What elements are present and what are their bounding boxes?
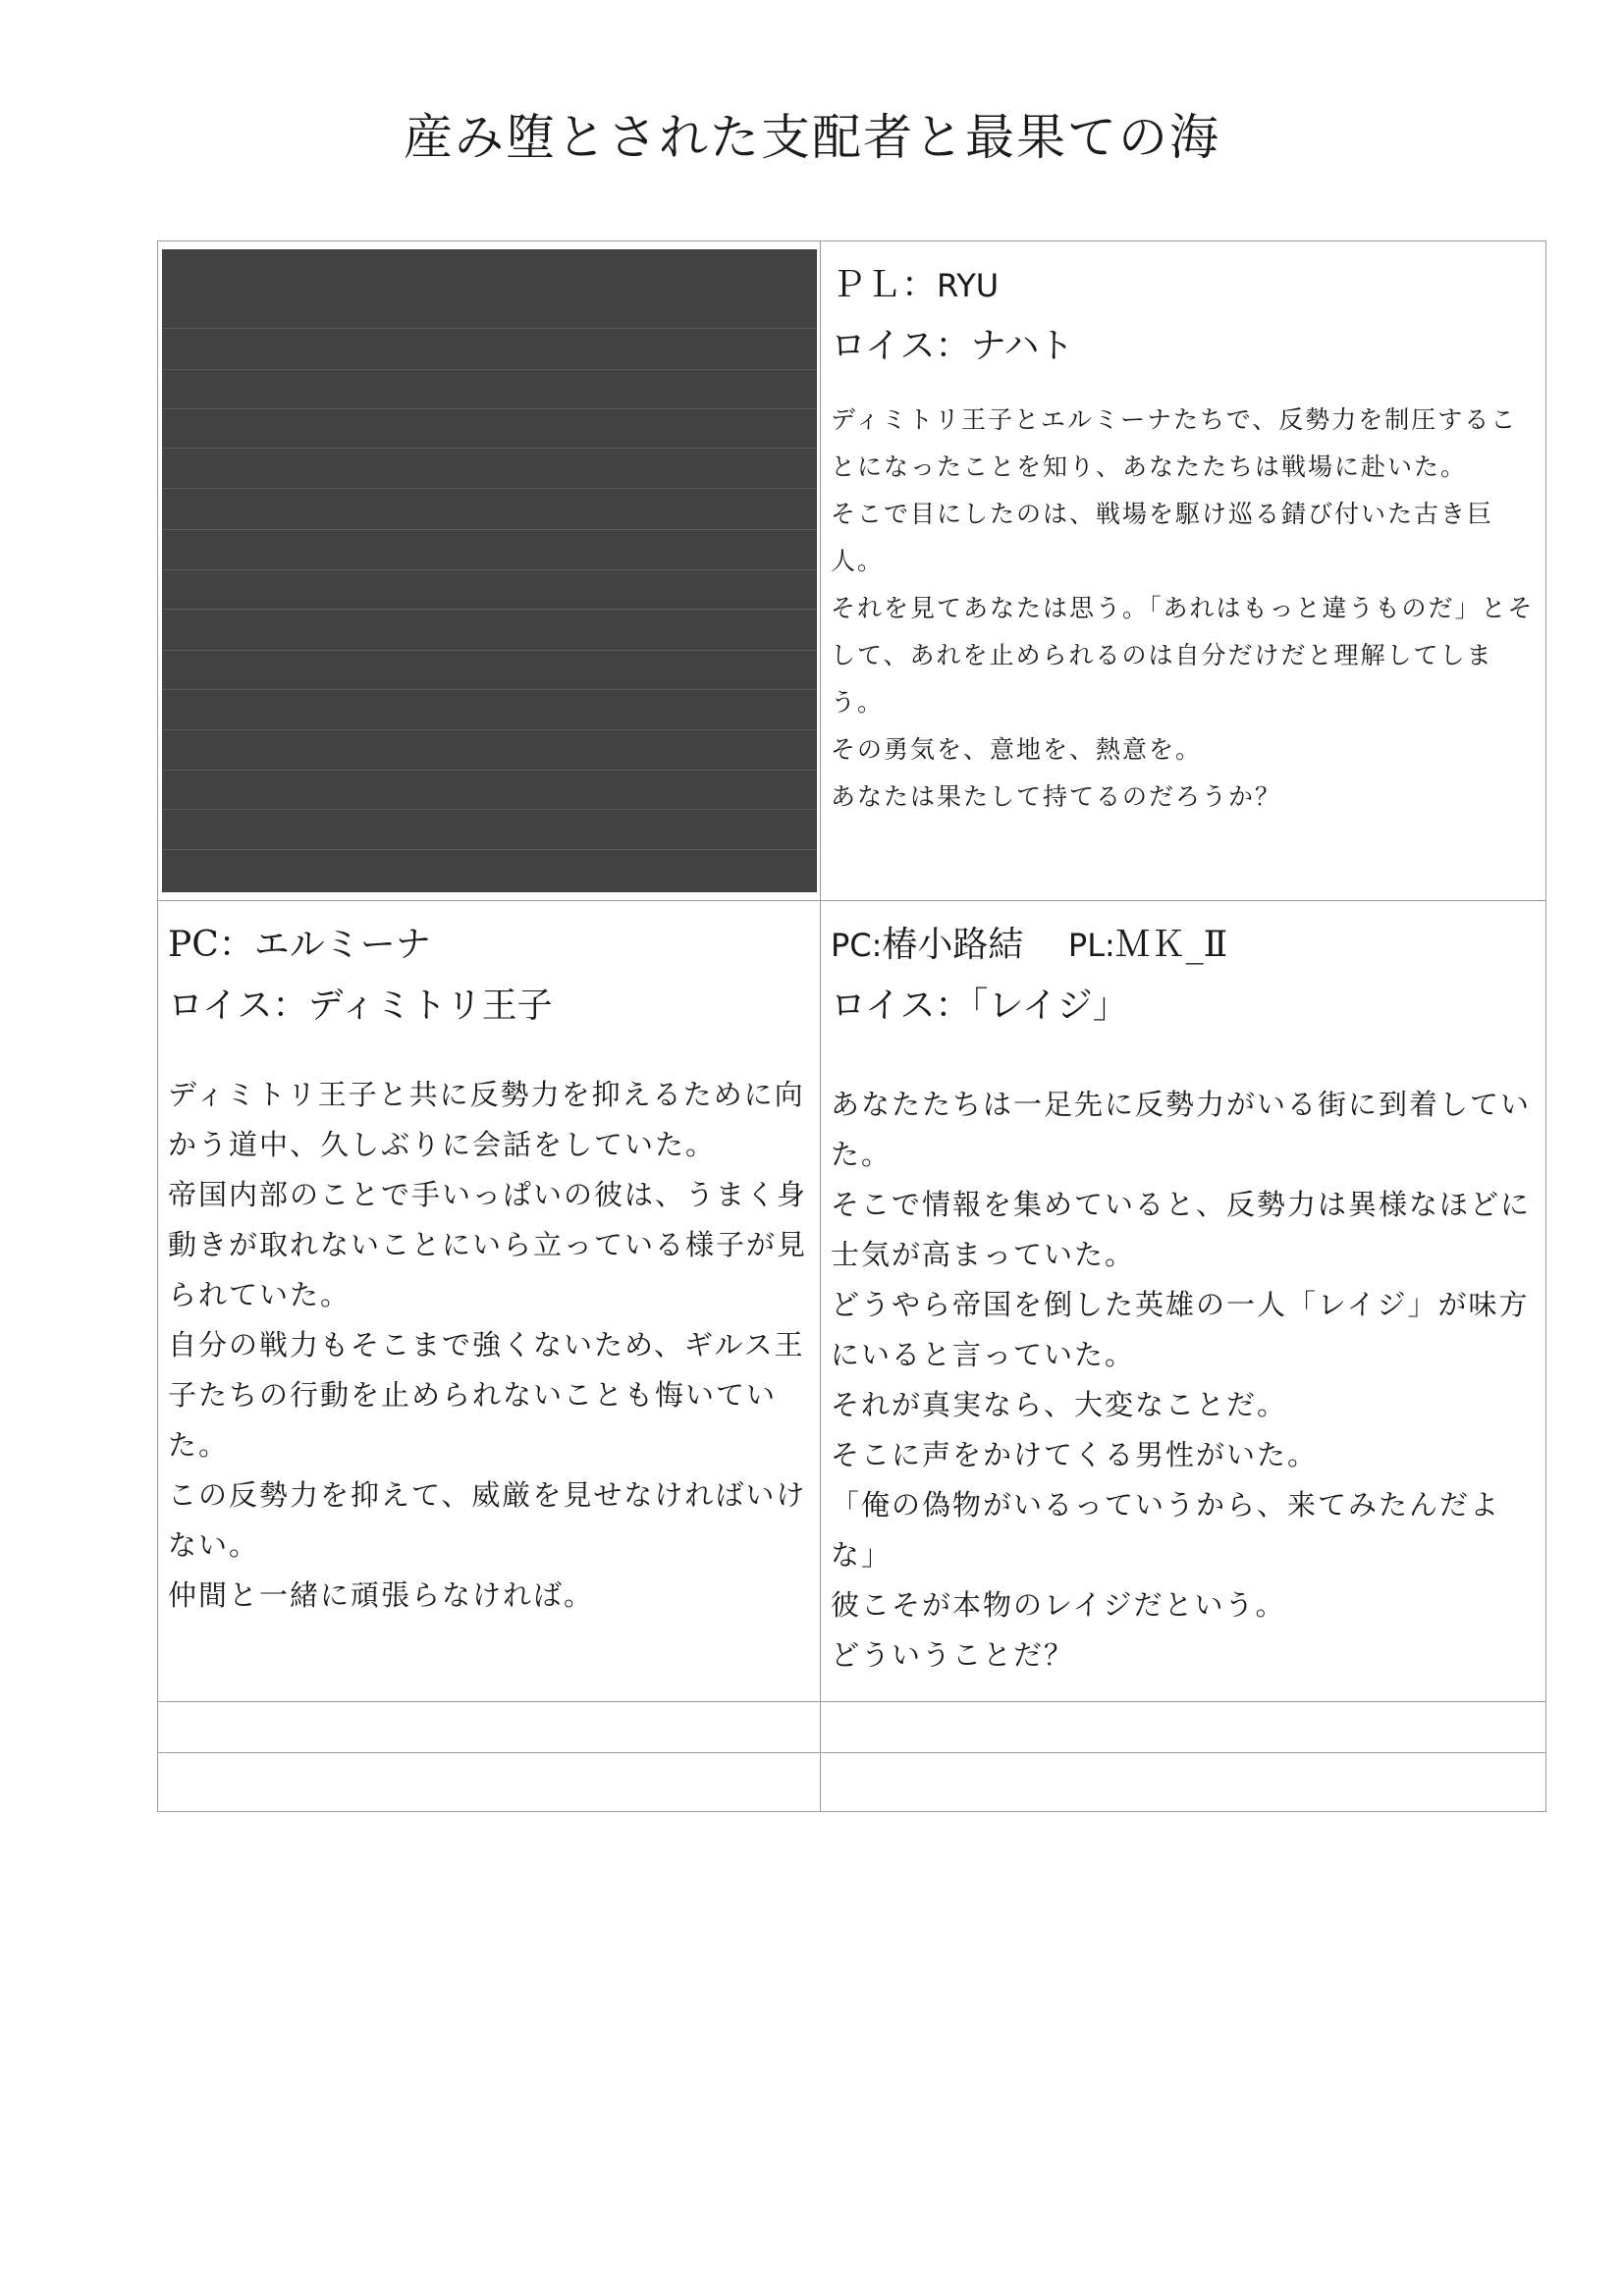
image-scanline	[162, 569, 817, 570]
handout-text	[831, 1080, 1536, 1681]
image-scanline	[162, 328, 817, 329]
handout-paragraph: そこで情報を集めていると、反勢力は異様なほどに士気が高まっていた。	[831, 1188, 1532, 1271]
handout-paragraph: それが真実なら、大変なことだ。	[831, 1388, 1288, 1421]
table-row	[158, 241, 1546, 901]
image-scanline	[162, 770, 817, 771]
handout-text	[831, 397, 1536, 821]
player-label: ＰＬ：	[831, 265, 938, 305]
handout-paragraph: ディミトリ王子と共に反勢力を抑えるために向かう道中、久しぶりに会話をしていた。	[168, 1078, 805, 1161]
handout-text	[168, 1070, 810, 1621]
image-scanline	[162, 369, 817, 370]
pc-pl-line	[831, 915, 1536, 976]
empty-cell	[821, 1753, 1546, 1812]
handout-cell-tsubakikoji	[821, 901, 1546, 1702]
handout-paragraph: どういうことだ？	[831, 1638, 1075, 1672]
image-scanline	[162, 408, 817, 409]
empty-cell	[821, 1702, 1546, 1753]
handout-paragraph: そこで目にしたのは、戦場を駆け巡る錆び付いた古き巨人。	[831, 500, 1494, 575]
image-scanline	[162, 729, 817, 730]
lois-line: ロイス：ディミトリ王子	[168, 986, 553, 1026]
handout-paragraph: この反勢力を抑えて、威厳を見せなければいけない。	[168, 1478, 807, 1562]
pc-line: PC：エルミーナ	[168, 925, 431, 965]
image-scanline	[162, 809, 817, 810]
image-scanline	[162, 849, 817, 850]
handout-paragraph: あなたは果たして持てるのだろうか？	[831, 782, 1282, 811]
pl-label: PL:	[1067, 927, 1115, 964]
image-scanline	[162, 609, 817, 610]
image-scanline	[162, 448, 817, 449]
table-row	[158, 901, 1546, 1702]
handout-cell-elmina	[158, 901, 821, 1702]
image-scanline	[162, 689, 817, 690]
handout-paragraph: それを見てあなたは思う。「あれはもっと違うものだ」とそして、あれを止められるのは自分だけだと理解してしまう。	[831, 594, 1535, 717]
lois-line	[831, 316, 1536, 377]
handout-cell-ryu	[821, 241, 1546, 901]
image-scanline	[162, 488, 817, 489]
lois-name: ナハト	[970, 326, 1074, 366]
handout-paragraph: あなたたちは一足先に反勢力がいる街に到着していた。	[831, 1088, 1532, 1171]
pc-label: PC:	[831, 927, 883, 964]
handout-paragraph: 「俺の偽物がいるっていうから、来てみたんだよな」	[831, 1488, 1501, 1572]
pl-name: ＭＫ_Ⅱ	[1114, 925, 1228, 965]
handout-paragraph: 彼こそが本物のレイジだという。	[831, 1588, 1286, 1622]
player-line	[831, 255, 1536, 316]
pc-name: 椿小路結	[882, 925, 1024, 965]
handout-paragraph: そこに声をかけてくる男性がいた。	[831, 1438, 1319, 1471]
handout-paragraph: 仲間と一緒に頑張らなければ。	[168, 1578, 595, 1612]
character-table	[157, 240, 1546, 1812]
handout-paragraph: どうやら帝国を倒した英雄の一人「レイジ」が味方にいると言っていた。	[831, 1288, 1530, 1371]
image-scanline	[162, 529, 817, 530]
image-cell	[158, 241, 821, 901]
handout-paragraph: その勇気を、意地を、熱意を。	[831, 735, 1203, 764]
lois-line: ロイス：「レイジ」	[831, 986, 1128, 1026]
player-name: RYU	[937, 267, 1000, 304]
lois-label: ロイス：	[831, 326, 971, 366]
table-row-empty	[158, 1702, 1546, 1753]
character-image-placeholder	[162, 249, 817, 892]
table-row-empty	[158, 1753, 1546, 1812]
handout-paragraph: 帝国内部のことで手いっぱいの彼は、うまく身動きが取れないことにいら立っている様子が見られていた。	[168, 1178, 808, 1311]
image-scanline	[162, 650, 817, 651]
handout-paragraph: 自分の戦力もそこまで強くないため、ギルス王子たちの行動を止められないことも悔いていた。	[168, 1328, 805, 1462]
empty-cell	[158, 1702, 821, 1753]
handout-paragraph: ディミトリ王子とエルミーナたちで、反勢力を制圧することになったことを知り、あなたたちは戦場に赴いた。	[831, 405, 1518, 481]
document-title: 産み堕とされた支配者と最果ての海	[404, 109, 1220, 166]
empty-cell	[158, 1753, 821, 1812]
